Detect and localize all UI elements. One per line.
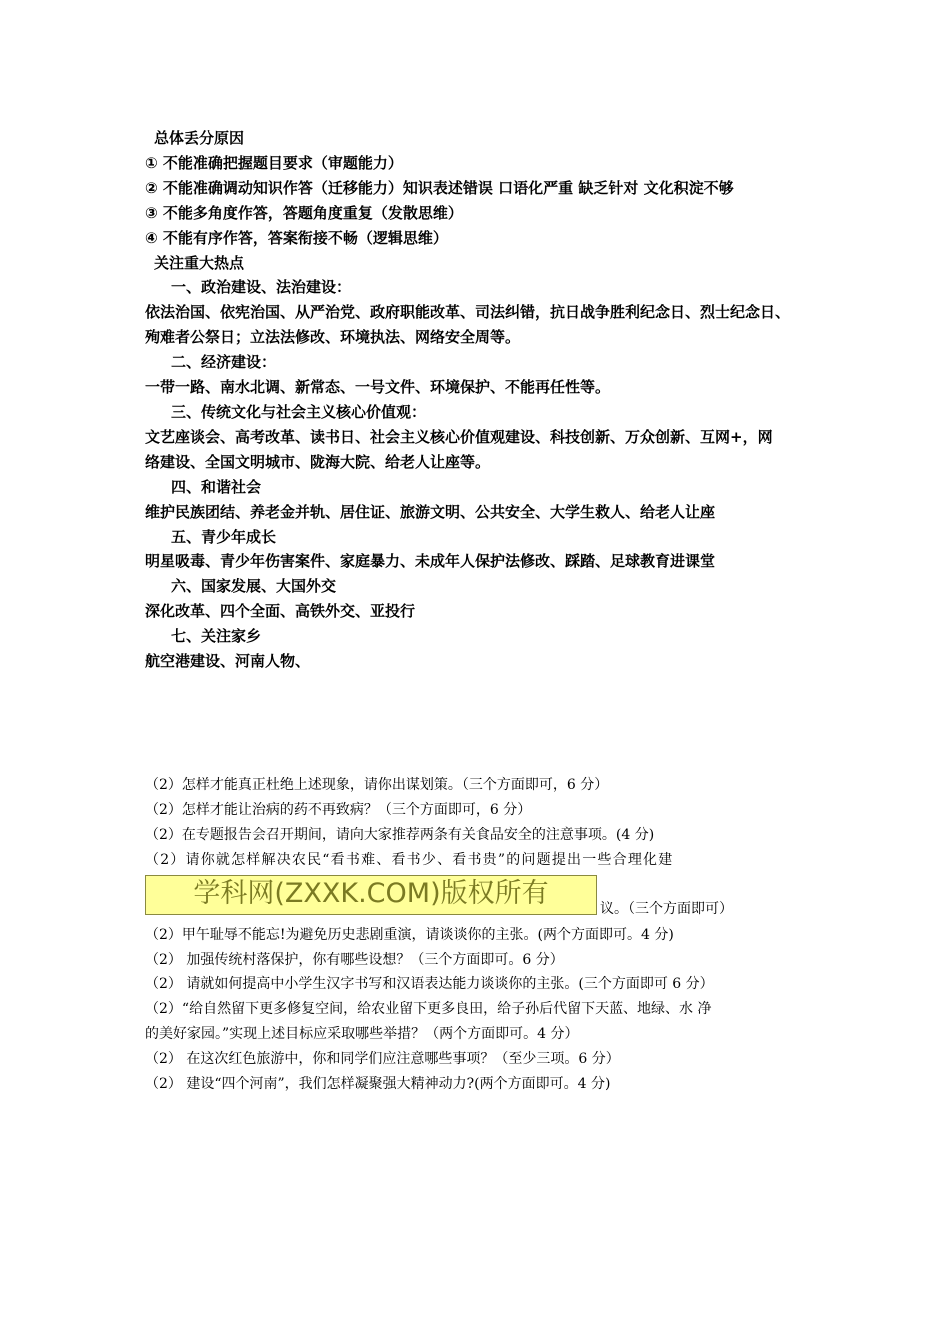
question-3: （2）在专题报告会召开期间，请向大家推荐两条有关食品安全的注意事项。(4 分) xyxy=(145,826,655,843)
hotspots-heading: 关注重大热点 xyxy=(154,253,245,272)
reason-3: ③ 不能多角度作答，答题角度重复（发散思维） xyxy=(145,203,463,222)
question-5: （2）甲午耻辱不能忘!为避免历史悲剧重演，请谈谈你的主张。(两个方面即可。4 分) xyxy=(145,926,674,943)
section-text-culture: 络建设、全国文明城市、陇海大院、给老人让座等。 xyxy=(145,452,491,471)
question-4: （2）请你就怎样解决农民“看书难、看书少、看书贵”的问题提出一些合理化建 xyxy=(145,851,674,868)
section-text-culture: 文艺座谈会、高考改革、读书日、社会主义核心价值观建设、科技创新、万众创新、互网+，网 xyxy=(145,427,773,446)
section-text-diplomacy: 深化改革、四个全面、高铁外交、亚投行 xyxy=(145,602,416,621)
question-list xyxy=(145,773,825,1097)
question-2: （2）怎样才能让治病的药不再致病？（三个方面即可，6 分） xyxy=(145,801,532,818)
section-title-hometown: 七、关注家乡 xyxy=(171,627,262,646)
section-title-economy: 二、经济建设： xyxy=(171,353,277,372)
section-text-politics: 殉难者公祭日；立法法修改、环境执法、网络安全周等。 xyxy=(145,328,521,347)
question-9: （2） 在这次红色旅游中，你和同学们应注意哪些事项？（至少三项。6 分） xyxy=(145,1051,620,1068)
section-title-youth: 五、青少年成长 xyxy=(171,527,277,546)
section-text-politics: 依法治国、依宪治国、从严治党、政府职能改革、司法纠错，抗日战争胜利纪念日、烈士纪念日、 xyxy=(145,303,791,322)
question-8: （2）“给自然留下更多修复空间，给农业留下更多良田，给子孙后代留下天蓝、地绿、水 净 xyxy=(145,1001,712,1018)
reason-1: ① 不能准确把握题目要求（审题能力） xyxy=(145,153,403,172)
question-1: （2）怎样才能真正杜绝上述现象，请你出谋划策。（三个方面即可，6 分） xyxy=(145,777,609,793)
question-7: （2） 请就如何提高中小学生汉字书写和汉语表达能力谈谈你的主张。(三个方面即可 6 分） xyxy=(145,976,714,993)
question-8-cont: 的美好家园。”实现上述目标应采取哪些举措？（两个方面即可。4 分） xyxy=(145,1026,579,1043)
section-title-diplomacy: 六、国家发展、大国外交 xyxy=(171,577,337,596)
question-4-tail: 议。（三个方面即可） xyxy=(600,900,733,917)
watermark-row xyxy=(145,873,825,923)
question-10: （2） 建设“四个河南”，我们怎样凝聚强大精神动力?(两个方面即可。4 分) xyxy=(145,1076,611,1093)
section-title-culture: 三、传统文化与社会主义核心价值观： xyxy=(171,402,427,421)
section-title-society: 四、和谐社会 xyxy=(171,477,262,496)
watermark-banner: 学科网(ZXXK.COM)版权所有 xyxy=(145,875,597,915)
section-text-hometown: 航空港建设、河南人物、 xyxy=(145,652,311,671)
reason-2: ② 不能准确调动知识作答（迁移能力）知识表述错误 口语化严重 缺乏针对 文化积淀不够 xyxy=(145,178,734,197)
section-text-society: 维护民族团结、养老金并轨、居住证、旅游文明、公共安全、大学生救人、给老人让座 xyxy=(145,502,716,521)
summary-heading: 总体丢分原因 xyxy=(154,129,245,147)
section-text-youth: 明星吸毒、青少年伤害案件、家庭暴力、未成年人保护法修改、踩踏、足球教育进课堂 xyxy=(145,552,716,571)
review-notes xyxy=(145,126,825,674)
reason-4: ④ 不能有序作答，答案衔接不畅（逻辑思维） xyxy=(145,228,448,247)
section-text-economy: 一带一路、南水北调、新常态、一号文件、环境保护、不能再任性等。 xyxy=(145,378,611,397)
section-title-politics: 一、政治建设、法治建设： xyxy=(171,278,352,297)
question-6: （2） 加强传统村落保护，你有哪些设想？（三个方面即可。6 分） xyxy=(145,951,564,968)
